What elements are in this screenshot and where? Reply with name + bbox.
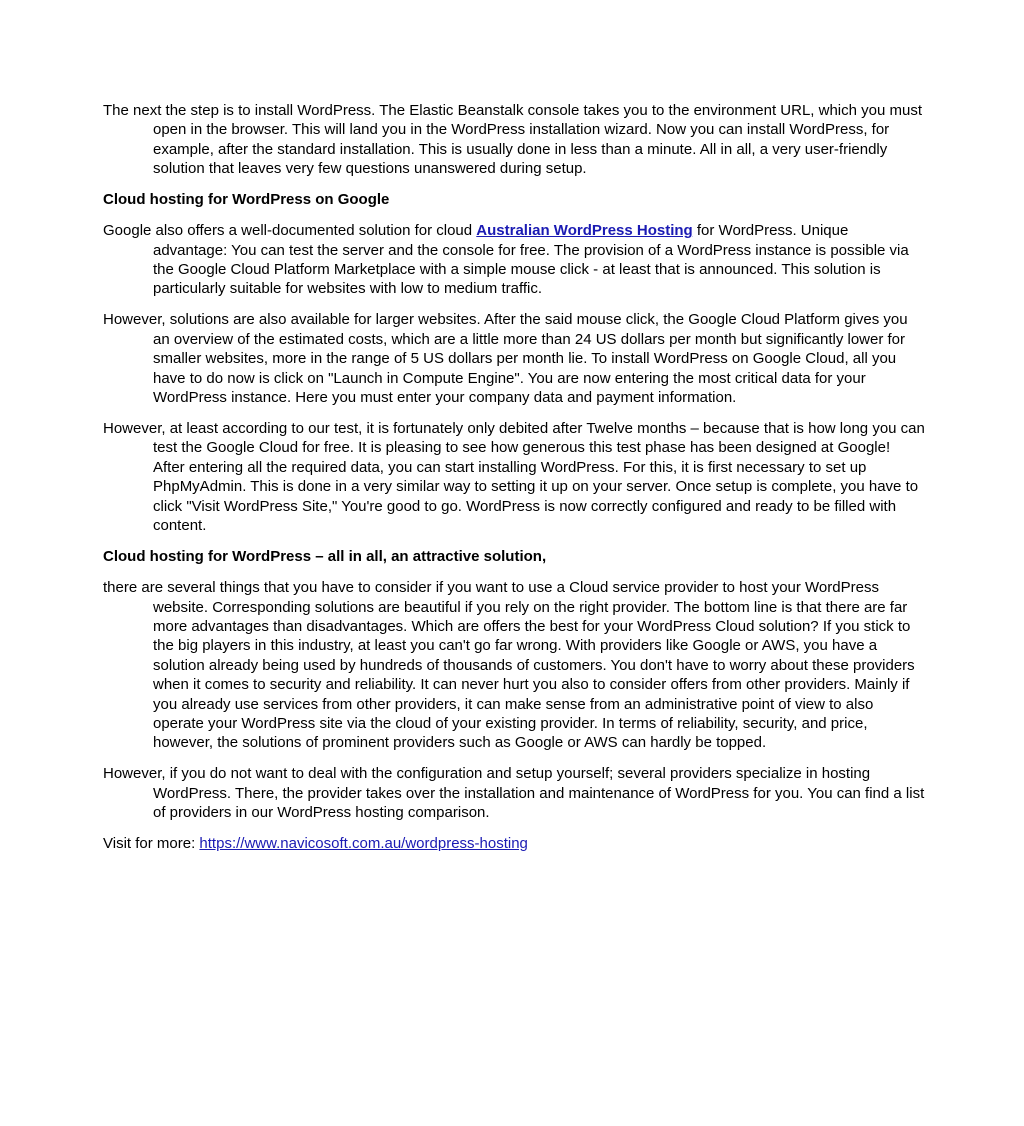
paragraph-test-phase: However, at least according to our test, it is fortunately only debited after Twelve months – because that is how long you can test the Google Cloud for free. It is pleasing to see how generous this test phase has been designed at Google! After entering all the required data, you can start installing WordPress. For this, it is first necessary to set up PhpMyAdmin. This is done in a very similar way to setting it up on your server. Once setup is complete, you have to click "Visit WordPress Site," You're good to go. WordPress is now correctly configured and ready to be filled with content. (103, 420, 925, 535)
australian-wordpress-hosting-link[interactable]: Australian WordPress Hosting (476, 222, 693, 240)
navicosoft-url-link[interactable]: https://www.navicosoft.com.au/wordpress-hosting (199, 835, 528, 853)
paragraph-text-before-link: Google also offers a well-documented solution for cloud (103, 222, 477, 240)
heading-google-cloud-hosting: Cloud hosting for WordPress on Google (103, 191, 390, 209)
paragraph-considerations: there are several things that you have to consider if you want to use a Cloud service provider to host your WordPress website. Corresponding solutions are beautiful if you rely on the right provider. The bottom line is that there are far more advantages than disadvantages. Which are offers the best for your WordPress Cloud solution? If you stick to the big players in this industry, at least you can't go far wrong. With providers like Google or AWS, you have a solution already being used by hundreds of thousands of customers. You don't have to worry about these providers when it comes to security and reliability. It can never hurt you also to consider offers from other providers. Mainly if you already use services from other providers, it can make sense from an administrative point of view to also operate your WordPress site via the cloud of your existing provider. In terms of reliability, security, and price, however, the solutions of prominent providers such as Google or AWS can hardly be topped. (103, 579, 915, 752)
paragraph-providers: However, if you do not want to deal with the configuration and setup yourself; several providers specialize in hosting WordPress. There, the provider takes over the installation and maintenance of WordPress for you. You can find a list of providers in our WordPress hosting comparison. (103, 765, 925, 822)
paragraph-visit-more (103, 834, 925, 853)
document-body (103, 101, 925, 865)
paragraph-elastic-beanstalk: The next the step is to install WordPress. The Elastic Beanstalk console takes you to the environment URL, which you must open in the browser. This will land you in the WordPress installation wizard. Now you can install WordPress, for example, after the standard installation. This is usually done in less than a minute. All in all, a very user-friendly solution that leaves very few questions unanswered during setup. (103, 102, 923, 178)
visit-more-label: Visit for more: (103, 835, 200, 853)
paragraph-text-after-link: for WordPress. Unique advantage: You can test the server and the console for free. The provision of a WordPress instance is possible via the Google Cloud Platform Marketplace with a simple mouse click - at least that is announced. This solution is particularly suitable for websites with low to medium traffic. (153, 222, 909, 298)
paragraph-larger-websites: However, solutions are also available for larger websites. After the said mouse click, the Google Cloud Platform gives you an overview of the estimated costs, which are a little more than 24 US dollars per month but significantly lower for smaller websites, more in the range of 5 US dollars per month lie. To install WordPress on Google Cloud, all you have to do now is click on "Launch in Compute Engine". You are now entering the most critical data for your WordPress instance. Here you must enter your company data and payment information. (103, 311, 908, 407)
paragraph-google-solution (103, 221, 925, 299)
heading-attractive-solution: Cloud hosting for WordPress – all in all, an attractive solution, (103, 548, 547, 566)
